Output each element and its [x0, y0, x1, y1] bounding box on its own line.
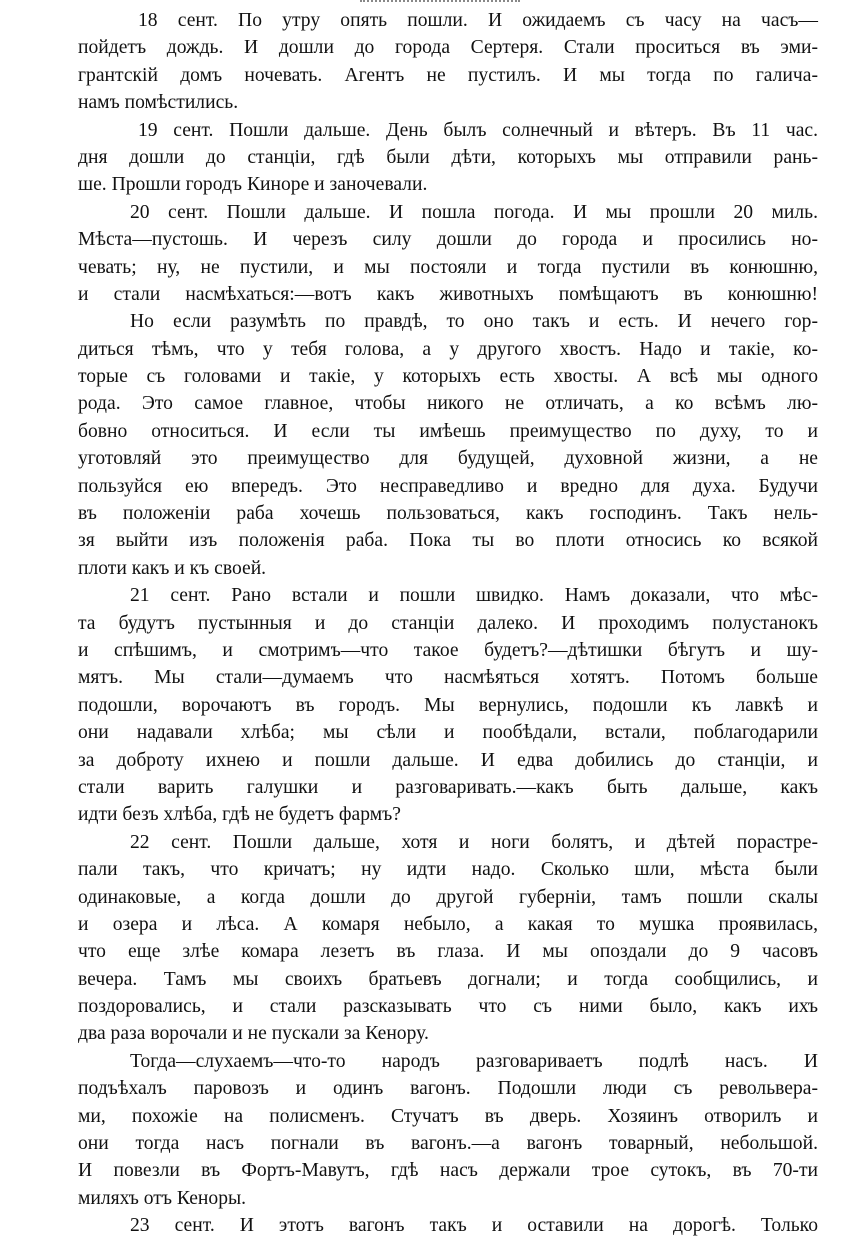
paragraph-sept-21 [78, 582, 818, 829]
text-line: стали варить галушки и разговаривать.—какъ быть дальше, какъ [78, 776, 818, 798]
text-line: Тогда—слухаемъ—что-то народъ разговариваетъ подлѣ насъ. И [130, 1050, 818, 1072]
text-line: дня дошли до станціи, гдѣ были дѣти, которыхъ мы отправили рань- [78, 146, 818, 168]
paragraph-sept-20 [78, 199, 818, 309]
paragraph-sept-19 [78, 117, 818, 199]
text-line: торые съ головами и такіе, у которыхъ есть хвосты. А всѣ мы одного [78, 366, 818, 388]
text-line: и спѣшимъ, и смотримъ—что такое будетъ?—дѣтишки бѣгутъ и шу- [78, 639, 818, 661]
text-line: И повезли въ Фортъ-Мавутъ, гдѣ насъ держали трое сутокъ, въ 70-ти [78, 1160, 818, 1182]
text-line: пали такъ, что кричатъ; ну идти надо. Сколько шли, мѣста были [78, 859, 818, 881]
text-line: мятъ. Мы стали—думаемъ что насмѣяться хотятъ. Потомъ больше [78, 667, 818, 689]
text-line: вечера. Тамъ мы своихъ братьевъ догнали; и тогда сообщились, и [78, 968, 818, 990]
paragraph-sept-23 [78, 1212, 818, 1239]
text-line: диться тѣмъ, что у тебя голова, а у другого хвостъ. Надо и такіе, ко- [78, 338, 818, 360]
text-line: они тогда насъ погнали въ вагонъ.—а вагонъ товарный, небольшой. [78, 1133, 818, 1155]
text-line: 20 сент. Пошли дальше. И пошла погода. И мы прошли 20 миль. [130, 201, 818, 223]
paragraph-sept-22 [78, 829, 818, 1048]
text-line: грантскій домъ ночевать. Агентъ не пустилъ. И мы тогда по галича- [78, 64, 818, 86]
text-line: они надавали хлѣба; мы сѣли и пообѣдали, встали, поблагодарили [78, 722, 818, 744]
text-line: намъ помѣстились. [78, 92, 239, 114]
text-line: пользуйся ею впередъ. Это несправедливо и вредно для духа. Будучи [78, 475, 818, 497]
text-line: Мѣста—пустошь. И черезъ силу дошли до города и просились но- [78, 229, 818, 251]
text-line: пойдетъ дождь. И дошли до города Сертеря. Стали проситься въ эми- [78, 37, 818, 59]
text-line: 18 сент. По утру опять пошли. И ожидаемъ съ часу на часъ— [138, 10, 818, 31]
text-line: поздоровались, и стали разсказывать что съ ними было, какъ ихъ [78, 996, 818, 1018]
text-line: что еще злѣе комара лезетъ въ глаза. И мы опоздали до 9 часовъ [78, 941, 818, 963]
text-line: 22 сент. Пошли дальше, хотя и ноги болятъ, и дѣтей порастре- [130, 831, 818, 853]
text-line: 21 сент. Рано встали и пошли швидко. Намъ доказали, что мѣс- [130, 585, 818, 607]
paragraph-arrest [78, 1048, 818, 1212]
text-line: подошли, ворочаютъ въ городъ. Мы вернулись, подошли къ лавкѣ и [78, 694, 818, 716]
text-line: уготовляй это преимущество для будущей, духовной жизни, а не [78, 448, 818, 470]
text-line: и стали насмѣхаться:—вотъ какъ животныхъ помѣщаютъ въ конюшню! [78, 283, 818, 305]
document-page [78, 7, 818, 1240]
text-line: ми, похожіе на полисменъ. Стучатъ въ дверь. Хозяинъ отворилъ и [78, 1105, 818, 1127]
paragraph-sept-18 [78, 7, 818, 117]
text-line: плоти какъ и къ своей. [78, 557, 267, 579]
text-line: подъѣхалъ паровозъ и одинъ вагонъ. Подошли люди съ револьвера- [78, 1078, 818, 1100]
text-line: два раза ворочали и не пускали за Кенору. [78, 1023, 429, 1045]
paragraph-reflection [78, 308, 818, 582]
text-line: 23 сент. И этотъ вагонъ такъ и оставили на дорогѣ. Только [130, 1215, 818, 1237]
text-line: та будутъ пустынныя и до станціи далеко. И проходимъ полустанокъ [78, 612, 818, 634]
text-line: рода. Это самое главное, чтобы никого не отличать, а ко всѣмъ лю- [78, 393, 818, 415]
text-line: въ положеніи раба хочешь пользоваться, какъ господинъ. Такъ нель- [78, 503, 818, 525]
text-line: Но если разумѣть по правдѣ, то оно такъ и есть. И нечего гор- [130, 311, 818, 333]
text-line: за доброту ихнею и пошли дальше. И едва добились до станціи, и [78, 749, 818, 771]
text-line: одинаковые, а когда дошли до другой губерніи, тамъ пошли скалы [78, 886, 818, 908]
text-line: миляхъ отъ Кеноры. [78, 1187, 247, 1209]
text-line: ше. Прошли городъ Киноре и заночевали. [78, 174, 428, 196]
text-line: чевать; ну, не пустили, и мы постояли и тогда пустили въ конюшню, [78, 256, 818, 278]
text-line: идти безъ хлѣба, гдѣ не будетъ фармъ? [78, 804, 401, 826]
text-line: и озера и лѣса. А комаря небыло, а какая то мушка проявилась, [78, 913, 818, 935]
text-line: бовно относиться. И если ты имѣешь преимущество по духу, то и [78, 420, 818, 442]
text-line: зя выйти изъ положенія раба. Пока ты во плоти относись ко всякой [78, 530, 818, 552]
text-line: 19 сент. Пошли дальше. День былъ солнечный и вѣтеръ. Въ 11 час. [138, 119, 818, 141]
